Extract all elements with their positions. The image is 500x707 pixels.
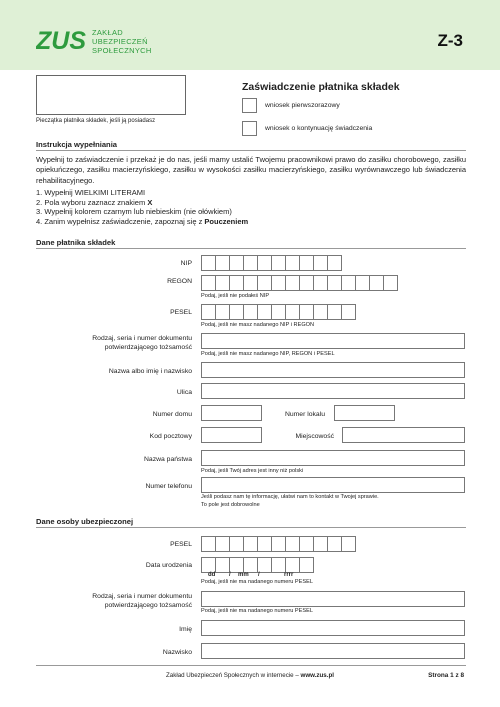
digit-cell[interactable] bbox=[201, 255, 216, 271]
digit-cell[interactable] bbox=[243, 536, 258, 552]
digit-cell[interactable] bbox=[215, 275, 230, 291]
digit-cell[interactable] bbox=[299, 536, 314, 552]
country-hint: Podaj, jeśli Twój adres jest inny niż polski bbox=[201, 468, 304, 474]
digit-cell[interactable] bbox=[355, 275, 370, 291]
insured-id-doc-hint: Podaj, jeśli nie ma nadanego numeru PESEL bbox=[201, 608, 313, 614]
insured-pesel-input[interactable] bbox=[201, 536, 356, 552]
digit-cell[interactable] bbox=[313, 304, 328, 320]
digit-cell[interactable] bbox=[257, 557, 272, 573]
digit-cell[interactable] bbox=[215, 557, 230, 573]
last-name-label: Nazwisko bbox=[162, 649, 192, 656]
digit-cell[interactable] bbox=[285, 275, 300, 291]
step-item: 1. Wypełnij WIELKIMI LITERAMI bbox=[36, 188, 146, 197]
birth-date-input[interactable] bbox=[201, 557, 314, 573]
date-separator: / bbox=[258, 572, 260, 578]
nip-input[interactable] bbox=[201, 255, 342, 271]
option-label: wniosek o kontynuację świadczenia bbox=[265, 125, 373, 132]
digit-cell[interactable] bbox=[271, 255, 286, 271]
payer-pesel-input[interactable] bbox=[201, 304, 356, 320]
digit-cell[interactable] bbox=[201, 304, 216, 320]
last-name-input[interactable] bbox=[201, 643, 465, 659]
checkbox[interactable] bbox=[242, 121, 257, 136]
digit-cell[interactable] bbox=[257, 275, 272, 291]
option-continuation[interactable] bbox=[242, 121, 372, 136]
country-label: Nazwa państwa bbox=[144, 456, 192, 463]
payer-pesel-label: PESEL bbox=[170, 309, 192, 316]
instructions-paragraph: Wypełnij to zaświadczenie i przekaż je do nas, jeśli mamy ustalić Twojemu pracownikowi prawo do zasiłku chorobowego, zasiłku opiekuńczego, zasiłku macierzyńskiego, zasiłku w wysokości zasiłku macierzyńskiego, zasiłku wyrównawczego lub świadczenia rehabilitacyjnego. bbox=[36, 155, 466, 185]
regon-input[interactable] bbox=[201, 275, 398, 291]
org-name-line: UBEZPIECZEŃ bbox=[92, 37, 148, 46]
phone-hint: Jeśli podasz nam tę informację, ułatwi nam to kontakt w Twojej sprawie. To pole jest dobrowolne bbox=[201, 494, 379, 508]
digit-cell[interactable] bbox=[215, 255, 230, 271]
digit-cell[interactable] bbox=[327, 304, 342, 320]
divider bbox=[36, 248, 466, 249]
birth-date-hint: Podaj, jeśli nie ma nadanego numeru PESEL bbox=[201, 579, 313, 585]
digit-cell[interactable] bbox=[327, 536, 342, 552]
instruction-steps bbox=[36, 188, 248, 226]
digit-cell[interactable] bbox=[299, 304, 314, 320]
digit-cell[interactable] bbox=[243, 275, 258, 291]
regon-label: REGON bbox=[167, 278, 192, 285]
digit-cell[interactable] bbox=[327, 255, 342, 271]
org-name bbox=[92, 28, 152, 55]
step-item: 3. Wypełnij kolorem czarnym lub niebieskim (nie ołówkiem) bbox=[36, 207, 232, 217]
phone-input[interactable] bbox=[201, 477, 465, 493]
house-number-label: Numer domu bbox=[152, 411, 192, 418]
payer-pesel-hint: Podaj, jeśli nie masz nadanego NIP i REGON bbox=[201, 322, 315, 328]
digit-cell[interactable] bbox=[243, 304, 258, 320]
payer-name-input[interactable] bbox=[201, 362, 465, 378]
page-number: Strona 1 z 8 bbox=[428, 672, 464, 679]
digit-cell[interactable] bbox=[229, 304, 244, 320]
payer-name-label: Nazwa albo imię i nazwisko bbox=[108, 368, 192, 375]
digit-cell[interactable] bbox=[341, 304, 356, 320]
digit-cell[interactable] bbox=[285, 255, 300, 271]
digit-cell[interactable] bbox=[313, 536, 328, 552]
city-label: Miejscowość bbox=[295, 433, 334, 440]
digit-cell[interactable] bbox=[313, 275, 328, 291]
step-item: 4. Zanim wypełnisz zaświadczenie, zapoznaj się z Pouczeniem bbox=[36, 216, 249, 226]
insured-heading: Dane osoby ubezpieczonej bbox=[36, 517, 134, 526]
zus-logo-text: ZUS bbox=[36, 27, 86, 53]
digit-cell[interactable] bbox=[257, 536, 272, 552]
digit-cell[interactable] bbox=[271, 557, 286, 573]
digit-cell[interactable] bbox=[229, 536, 244, 552]
divider bbox=[36, 150, 466, 151]
org-name-line: SPOŁECZNYCH bbox=[92, 46, 152, 55]
house-number-input[interactable] bbox=[201, 405, 262, 421]
option-label: wniosek pierwszorazowy bbox=[265, 102, 340, 109]
digit-cell[interactable] bbox=[257, 255, 272, 271]
digit-cell[interactable] bbox=[229, 557, 244, 573]
digit-cell[interactable] bbox=[285, 304, 300, 320]
form-code: Z-3 bbox=[437, 31, 463, 50]
payer-id-doc-input[interactable] bbox=[201, 333, 465, 349]
flat-number-label: Numer lokalu bbox=[284, 411, 325, 418]
regon-hint: Podaj, jeśli nie podałeś NIP bbox=[201, 293, 270, 299]
digit-cell[interactable] bbox=[215, 304, 230, 320]
step-item: 2. Pola wyboru zaznacz znakiem X bbox=[36, 197, 153, 207]
digit-cell[interactable] bbox=[369, 275, 384, 291]
digit-cell[interactable] bbox=[299, 557, 314, 573]
digit-cell[interactable] bbox=[327, 275, 342, 291]
phone-label: Numer telefonu bbox=[145, 483, 192, 490]
digit-cell[interactable] bbox=[271, 304, 286, 320]
footer-url: www.zus.pl bbox=[300, 672, 334, 679]
digit-cell[interactable] bbox=[257, 304, 272, 320]
date-rrrr-label: rrrr bbox=[284, 572, 294, 578]
org-name-line: ZAKŁAD bbox=[92, 28, 123, 37]
digit-cell[interactable] bbox=[229, 255, 244, 271]
street-input[interactable] bbox=[201, 383, 465, 399]
insured-id-doc-label: Rodzaj, seria i numer dokumentu potwierdzającego tożsamość bbox=[92, 593, 192, 609]
zus-logo bbox=[36, 27, 86, 53]
digit-cell[interactable] bbox=[243, 255, 258, 271]
document-title: Zaświadczenie płatnika składek bbox=[242, 81, 400, 93]
digit-cell[interactable] bbox=[341, 536, 356, 552]
digit-cell[interactable] bbox=[285, 536, 300, 552]
birth-date-label: Data urodzenia bbox=[145, 562, 192, 569]
postcode-label: Kod pocztowy bbox=[149, 433, 192, 440]
divider bbox=[36, 527, 466, 528]
country-input[interactable] bbox=[201, 450, 465, 466]
option-first-application[interactable] bbox=[242, 98, 340, 113]
date-separator: / bbox=[229, 572, 231, 578]
insured-id-doc-input[interactable] bbox=[201, 591, 465, 607]
payer-id-doc-hint: Podaj, jeśli nie masz nadanego NIP, REGON i PESEL bbox=[201, 351, 335, 357]
postcode-input[interactable] bbox=[201, 427, 262, 443]
stamp-caption: Pieczątka płatnika składek, jeśli ją posiadasz bbox=[36, 118, 156, 124]
digit-cell[interactable] bbox=[313, 255, 328, 271]
digit-cell[interactable] bbox=[243, 557, 258, 573]
digit-cell[interactable] bbox=[201, 557, 216, 573]
header-band bbox=[0, 0, 500, 70]
footer-text: Zakład Ubezpieczeń Społecznych w internecie – www.zus.pl bbox=[166, 672, 334, 679]
digit-cell[interactable] bbox=[229, 275, 244, 291]
footer-divider bbox=[36, 665, 466, 666]
digit-cell[interactable] bbox=[383, 275, 398, 291]
digit-cell[interactable] bbox=[215, 536, 230, 552]
digit-cell[interactable] bbox=[271, 275, 286, 291]
digit-cell[interactable] bbox=[341, 275, 356, 291]
digit-cell[interactable] bbox=[299, 255, 314, 271]
checkbox[interactable] bbox=[242, 98, 257, 113]
digit-cell[interactable] bbox=[201, 536, 216, 552]
payer-heading: Dane płatnika składek bbox=[36, 238, 116, 247]
digit-cell[interactable] bbox=[271, 536, 286, 552]
city-input[interactable] bbox=[342, 427, 465, 443]
stamp-box[interactable] bbox=[36, 75, 186, 115]
date-dd-label: dd bbox=[208, 572, 216, 578]
digit-cell[interactable] bbox=[285, 557, 300, 573]
flat-number-input[interactable] bbox=[334, 405, 395, 421]
insured-pesel-label: PESEL bbox=[170, 541, 192, 548]
nip-label: NIP bbox=[180, 260, 192, 267]
date-mm-label: mm bbox=[238, 572, 249, 578]
first-name-input[interactable] bbox=[201, 620, 465, 636]
payer-id-doc-label: Rodzaj, seria i numer dokumentu potwierdzającego tożsamość bbox=[92, 335, 192, 351]
digit-cell[interactable] bbox=[299, 275, 314, 291]
street-label: Ulica bbox=[176, 389, 192, 396]
instructions-heading: Instrukcja wypełniania bbox=[36, 140, 118, 149]
digit-cell[interactable] bbox=[201, 275, 216, 291]
first-name-label: Imię bbox=[179, 626, 192, 633]
